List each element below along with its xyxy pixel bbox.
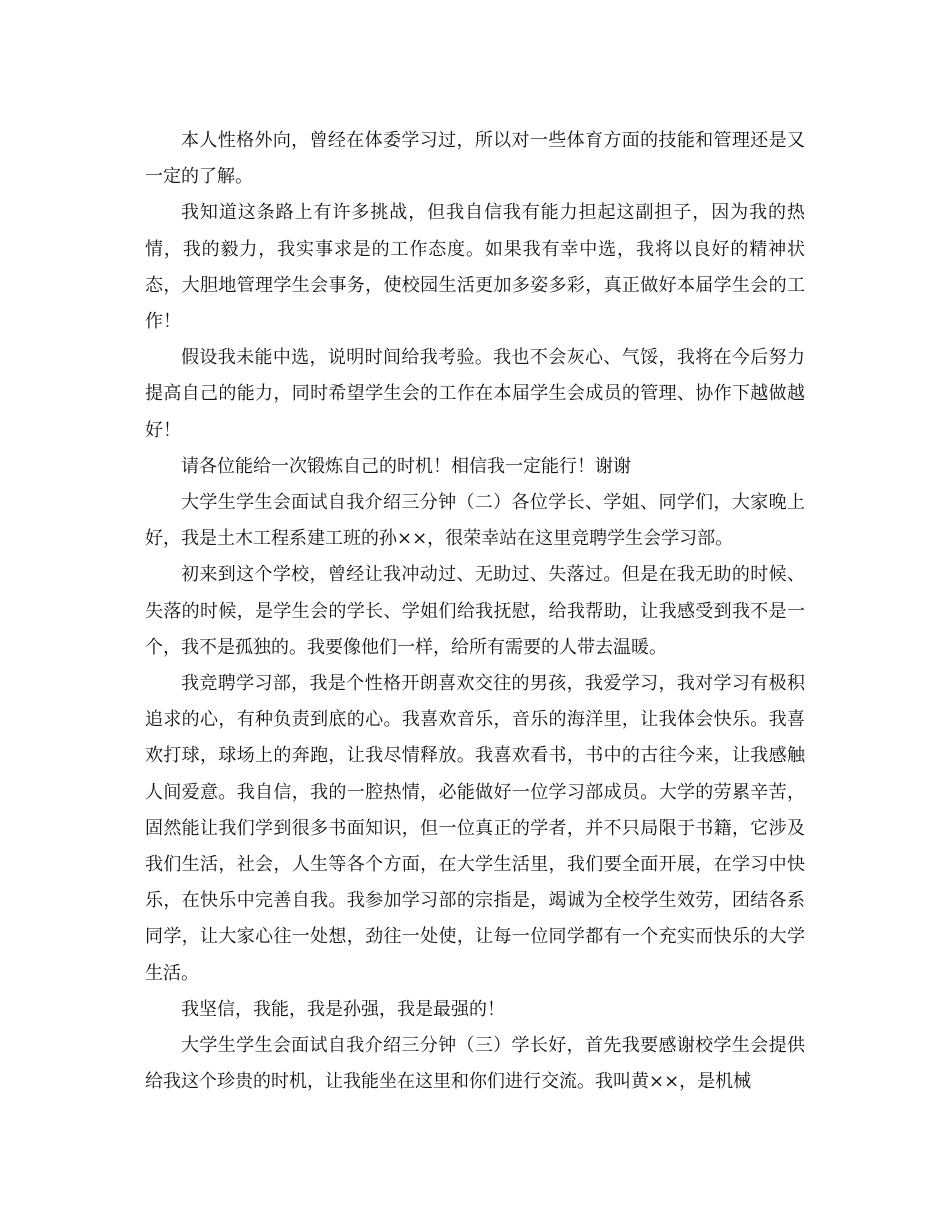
paragraph-9: 大学生学生会面试自我介绍三分钟（三）学长好，首先我要感谢校学生会提供给我这个珍贵的时机，让我能坐在这里和你们进行交流。我叫黄××，是机械 <box>145 1035 805 1093</box>
paragraph-1: 本人性格外向，曾经在体委学习过，所以对一些体育方面的技能和管理还是又一定的了解。 <box>145 130 805 188</box>
paragraph-2: 我知道这条路上有许多挑战，但我自信我有能力担起这副担子，因为我的热情，我的毅力，我实事求是的工作态度。如果我有幸中选，我将以良好的精神状态，大胆地管理学生会事务，使校园生活更加多姿多彩，真正做好本届学生会的工作！ <box>145 202 805 333</box>
paragraph-7: 我竞聘学习部，我是个性格开朗喜欢交往的男孩，我爱学习，我对学习有极积追求的心，有种负责到底的心。我喜欢音乐，音乐的海洋里，让我体会快乐。我喜欢打球，球场上的奔跑，让我尽情释放。我喜欢看书，书中的古往今来，让我感触人间爱意。我自信，我的一腔热情，必能做好一位学习部成员。大学的劳累辛苦，固然能让我们学到很多书面知识，但一位真正的学者，并不只局限于书籍，它涉及我们生活，社会，人生等各个方面，在大学生活里，我们要全面开展，在学习中快乐，在快乐中完善自我。我参加学习部的宗指是，竭诚为全校学生效劳，团结各系同学，让大家心往一处想，劲往一处使，让每一位同学都有一个充实而快乐的大学生活。 <box>145 673 805 984</box>
paragraph-3: 假设我未能中选，说明时间给我考验。我也不会灰心、气馁，我将在今后努力提高自己的能力，同时希望学生会的工作在本届学生会成员的管理、协作下越做越好！ <box>145 347 805 441</box>
paragraph-4: 请各位能给一次锻炼自己的时机！相信我一定能行！谢谢 <box>181 455 631 477</box>
paragraph-6: 初来到这个学校，曾经让我冲动过、无助过、失落过。但是在我无助的时候、失落的时候，是学生会的学长、学姐们给我抚慰，给我帮助，让我感受到我不是一个，我不是孤独的。我要像他们一样，给所有需要的人带去温暖。 <box>145 564 805 658</box>
paragraph-5: 大学生学生会面试自我介绍三分钟（二）各位学长、学姐、同学们，大家晚上好，我是土木工程系建工班的孙××，很荣幸站在这里竞聘学生会学习部。 <box>145 492 805 550</box>
paragraph-8: 我坚信，我能，我是孙强，我是最强的！ <box>181 998 505 1020</box>
document-body <box>145 123 805 1100</box>
